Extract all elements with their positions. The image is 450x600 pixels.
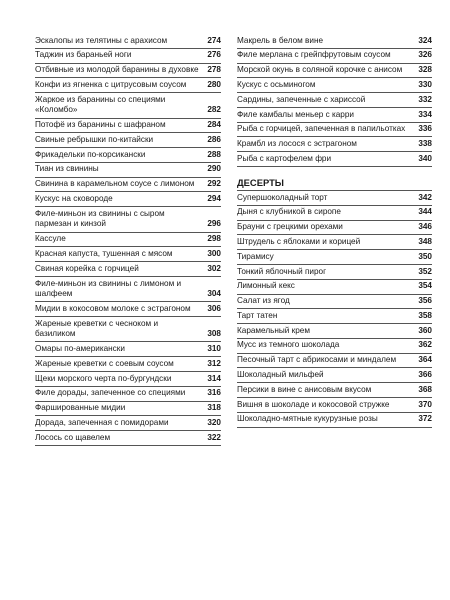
toc-entry bbox=[35, 342, 221, 357]
toc-entry-page-number: 310 bbox=[207, 344, 221, 354]
toc-entry bbox=[35, 357, 221, 372]
toc-entry-title: Дорада, запеченная с помидорами bbox=[35, 417, 169, 427]
toc-entry-title: Эскалопы из телятины с арахисом bbox=[35, 35, 168, 45]
toc-entry bbox=[35, 34, 221, 49]
toc-entry-page-number: 368 bbox=[418, 384, 432, 394]
toc-entry-page-number: 302 bbox=[207, 263, 221, 273]
toc-entry bbox=[237, 383, 432, 398]
toc-entry-title: Супершоколадный торт bbox=[237, 192, 328, 202]
toc-entry-page-number: 346 bbox=[418, 222, 432, 232]
toc-entry-page-number: 280 bbox=[207, 79, 221, 89]
toc-entry-page-number: 320 bbox=[207, 417, 221, 427]
toc-entry bbox=[237, 221, 432, 236]
toc-entry-title: Филе мерлана с грейпфрутовым соусом bbox=[237, 50, 391, 60]
toc-entry-title: Конфи из ягненка с цитрусовым соусом bbox=[35, 79, 187, 89]
toc-entry bbox=[237, 354, 432, 369]
toc-entry-page-number: 354 bbox=[418, 281, 432, 291]
toc-entry-title: Тонкий яблочный пирог bbox=[237, 266, 327, 276]
toc-entry-title: Жаркое из баранины со специями «Коломбо» bbox=[35, 94, 166, 115]
toc-entry-title: Макрель в белом вине bbox=[237, 35, 324, 45]
toc-entry bbox=[35, 317, 221, 342]
toc-entry bbox=[35, 192, 221, 207]
toc-entry bbox=[237, 339, 432, 354]
toc-entry-page-number: 284 bbox=[207, 120, 221, 130]
toc-entry-title: Мусс из темного шоколада bbox=[237, 340, 340, 350]
toc-entry-page-number: 338 bbox=[418, 139, 432, 149]
toc-left-column bbox=[35, 34, 221, 446]
toc-entry bbox=[237, 295, 432, 310]
toc-entry bbox=[237, 137, 432, 152]
toc-entry-title: Филе дорады, запеченное со специями bbox=[35, 388, 186, 398]
toc-entry bbox=[35, 416, 221, 431]
toc-entry-page-number: 324 bbox=[418, 35, 432, 45]
toc-entry-title: Кассуле bbox=[35, 234, 66, 244]
toc-entry bbox=[237, 398, 432, 413]
toc-entry bbox=[237, 265, 432, 280]
toc-entry bbox=[237, 280, 432, 295]
toc-entry-title: Кускус на сковороде bbox=[35, 194, 113, 203]
toc-entry-title: Кускус с осьминогом bbox=[237, 79, 316, 89]
toc-entry-page-number: 304 bbox=[207, 289, 221, 299]
toc-entry-title: Брауни с грецкими орехами bbox=[237, 222, 343, 232]
toc-entry-page-number: 350 bbox=[418, 251, 432, 261]
toc-entry-page-number: 322 bbox=[207, 432, 221, 442]
toc-entry bbox=[237, 250, 432, 265]
toc-entry-page-number: 312 bbox=[207, 358, 221, 368]
toc-entry-title: Шоколадный мильфей bbox=[237, 370, 324, 379]
toc-entry-page-number: 296 bbox=[207, 219, 221, 229]
toc-entry-page-number: 360 bbox=[418, 325, 432, 335]
toc-entry-title: Тирамису bbox=[237, 251, 274, 261]
toc-entry bbox=[237, 191, 432, 206]
toc-entry bbox=[237, 49, 432, 64]
toc-entry-title: Филе камбалы меньер с карри bbox=[237, 109, 354, 119]
desserts-section-heading: ДЕСЕРТЫ bbox=[237, 177, 432, 191]
toc-entry-page-number: 292 bbox=[207, 179, 221, 189]
toc-entry-title: Свиные ребрышки по-китайски bbox=[35, 134, 154, 144]
toc-entry-page-number: 326 bbox=[418, 50, 432, 60]
toc-entry-page-number: 370 bbox=[418, 399, 432, 409]
toc-entry-title: Лосось со щавелем bbox=[35, 432, 111, 442]
toc-entry bbox=[237, 93, 432, 108]
toc-entry-page-number: 276 bbox=[207, 50, 221, 60]
toc-entry-title: Жареные креветки с чесноком и базиликом bbox=[35, 318, 159, 339]
toc-entry-title: Крамбл из лосося с эстрагоном bbox=[237, 139, 357, 149]
toc-entry-title: Мидии в кокосовом молоке с эстрагоном bbox=[35, 303, 191, 313]
toc-entry bbox=[35, 78, 221, 93]
toc-entry bbox=[35, 178, 221, 193]
toc-entry-page-number: 282 bbox=[207, 105, 221, 115]
toc-right-column bbox=[237, 34, 432, 428]
toc-entry-page-number: 314 bbox=[207, 373, 221, 383]
toc-entry-page-number: 352 bbox=[418, 266, 432, 276]
toc-entry bbox=[237, 309, 432, 324]
toc-entry-title: Вишня в шоколаде и кокосовой стружке bbox=[237, 399, 390, 409]
toc-entry-title: Салат из ягод bbox=[237, 296, 290, 306]
toc-entry-page-number: 330 bbox=[418, 79, 432, 89]
toc-entry bbox=[35, 233, 221, 248]
toc-entry-title: Дыня с клубникой в сиропе bbox=[237, 207, 341, 217]
toc-entry bbox=[35, 119, 221, 134]
toc-entry-title: Фаршированные мидии bbox=[35, 403, 126, 413]
toc-entry-page-number: 290 bbox=[207, 164, 221, 174]
toc-entry-title: Таджин из бараньей ноги bbox=[35, 50, 132, 60]
toc-entry-page-number: 348 bbox=[418, 236, 432, 246]
toc-entry-title: Лимонный кекс bbox=[237, 281, 295, 291]
toc-entry-title: Красная капуста, тушенная с мясом bbox=[35, 248, 173, 258]
toc-entry bbox=[35, 133, 221, 148]
toc-entry bbox=[35, 93, 221, 118]
toc-entry-page-number: 362 bbox=[418, 340, 432, 350]
toc-entry-page-number: 306 bbox=[207, 303, 221, 313]
toc-entry bbox=[35, 372, 221, 387]
toc-entry bbox=[35, 262, 221, 277]
toc-entry bbox=[237, 324, 432, 339]
toc-entry-title: Шоколадно-мятные кукурузные розы bbox=[237, 414, 378, 424]
toc-entry-page-number: 334 bbox=[418, 109, 432, 119]
toc-entry bbox=[35, 302, 221, 317]
toc-entry bbox=[35, 402, 221, 417]
toc-entry bbox=[237, 108, 432, 123]
toc-entry-page-number: 364 bbox=[418, 355, 432, 365]
toc-entry-page-number: 340 bbox=[418, 153, 432, 163]
toc-entry-page-number: 372 bbox=[418, 414, 432, 424]
toc-entry-title: Фрикадельки по-корсикански bbox=[35, 149, 146, 159]
toc-entry-title: Сардины, запеченные с хариссой bbox=[237, 94, 366, 104]
toc-entry bbox=[35, 49, 221, 64]
toc-entry-title: Штрудель с яблоками и корицей bbox=[237, 236, 361, 246]
toc-entry bbox=[237, 123, 432, 138]
toc-entry-page-number: 298 bbox=[207, 234, 221, 244]
toc-entry bbox=[237, 413, 432, 428]
toc-entry bbox=[237, 152, 432, 167]
toc-entry-page-number: 366 bbox=[418, 370, 432, 379]
toc-entry bbox=[237, 235, 432, 250]
toc-entry-page-number: 278 bbox=[207, 65, 221, 75]
toc-entry bbox=[35, 64, 221, 79]
toc-entry bbox=[237, 368, 432, 383]
toc-entry-page-number: 332 bbox=[418, 94, 432, 104]
toc-entry bbox=[35, 387, 221, 402]
toc-entry bbox=[35, 247, 221, 262]
toc-entry bbox=[35, 163, 221, 178]
toc-entry-page-number: 300 bbox=[207, 248, 221, 258]
toc-entry-page-number: 328 bbox=[418, 65, 432, 75]
toc-entry bbox=[35, 148, 221, 163]
toc-entry-title: Филе-миньон из свинины с лимоном и шалфеем bbox=[35, 278, 182, 299]
toc-entry bbox=[237, 34, 432, 49]
toc-entry-page-number: 308 bbox=[207, 329, 221, 339]
toc-entry-page-number: 342 bbox=[418, 192, 432, 202]
toc-entry-title: Тарт татен bbox=[237, 310, 278, 320]
toc-entry-title: Щеки морского черта по-бургундски bbox=[35, 373, 172, 383]
toc-entry-title: Тиан из свинины bbox=[35, 164, 99, 174]
toc-entry-page-number: 316 bbox=[207, 388, 221, 398]
toc-entry-title: Омары по-американски bbox=[35, 344, 125, 354]
toc-entry-page-number: 336 bbox=[418, 124, 432, 134]
toc-desserts-list bbox=[237, 191, 432, 428]
toc-entry bbox=[35, 277, 221, 302]
toc-entry-title: Жареные креветки с соевым соусом bbox=[35, 358, 174, 368]
toc-entry-title: Рыба с картофелем фри bbox=[237, 153, 332, 163]
toc-entry-title: Морской окунь в соляной корочке с анисом bbox=[237, 65, 403, 75]
toc-entry-page-number: 318 bbox=[207, 403, 221, 413]
toc-entry-page-number: 294 bbox=[207, 194, 221, 203]
toc-entry-page-number: 358 bbox=[418, 310, 432, 320]
toc-entry-title: Свинина в карамельном соусе с лимоном bbox=[35, 179, 195, 189]
toc-entry-title: Потофё из баранины с шафраном bbox=[35, 120, 166, 130]
toc-entry-title: Свиная корейка с горчицей bbox=[35, 263, 139, 273]
toc-entry-title: Персики в вине с анисовым вкусом bbox=[237, 384, 372, 394]
toc-entry-title: Песочный тарт с абрикосами и миндалем bbox=[237, 355, 397, 365]
toc-entry-title: Карамельный крем bbox=[237, 325, 310, 335]
toc-entry bbox=[35, 207, 221, 232]
toc-entry-page-number: 344 bbox=[418, 207, 432, 217]
toc-entry bbox=[237, 206, 432, 221]
toc-entry-page-number: 286 bbox=[207, 134, 221, 144]
toc-entry-page-number: 288 bbox=[207, 149, 221, 159]
toc-entry-page-number: 356 bbox=[418, 296, 432, 306]
toc-entry-title: Рыба с горчицей, запеченная в папильотках bbox=[237, 124, 406, 134]
toc-entry bbox=[35, 431, 221, 446]
toc-fish-list bbox=[237, 34, 432, 167]
toc-entry-page-number: 274 bbox=[207, 35, 221, 45]
toc-entry-title: Отбивные из молодой баранины в духовке bbox=[35, 65, 199, 75]
toc-entry bbox=[237, 78, 432, 93]
toc-entry bbox=[237, 64, 432, 79]
toc-entry-title: Филе-миньон из свинины с сыром пармезан и кинзой bbox=[35, 208, 165, 229]
